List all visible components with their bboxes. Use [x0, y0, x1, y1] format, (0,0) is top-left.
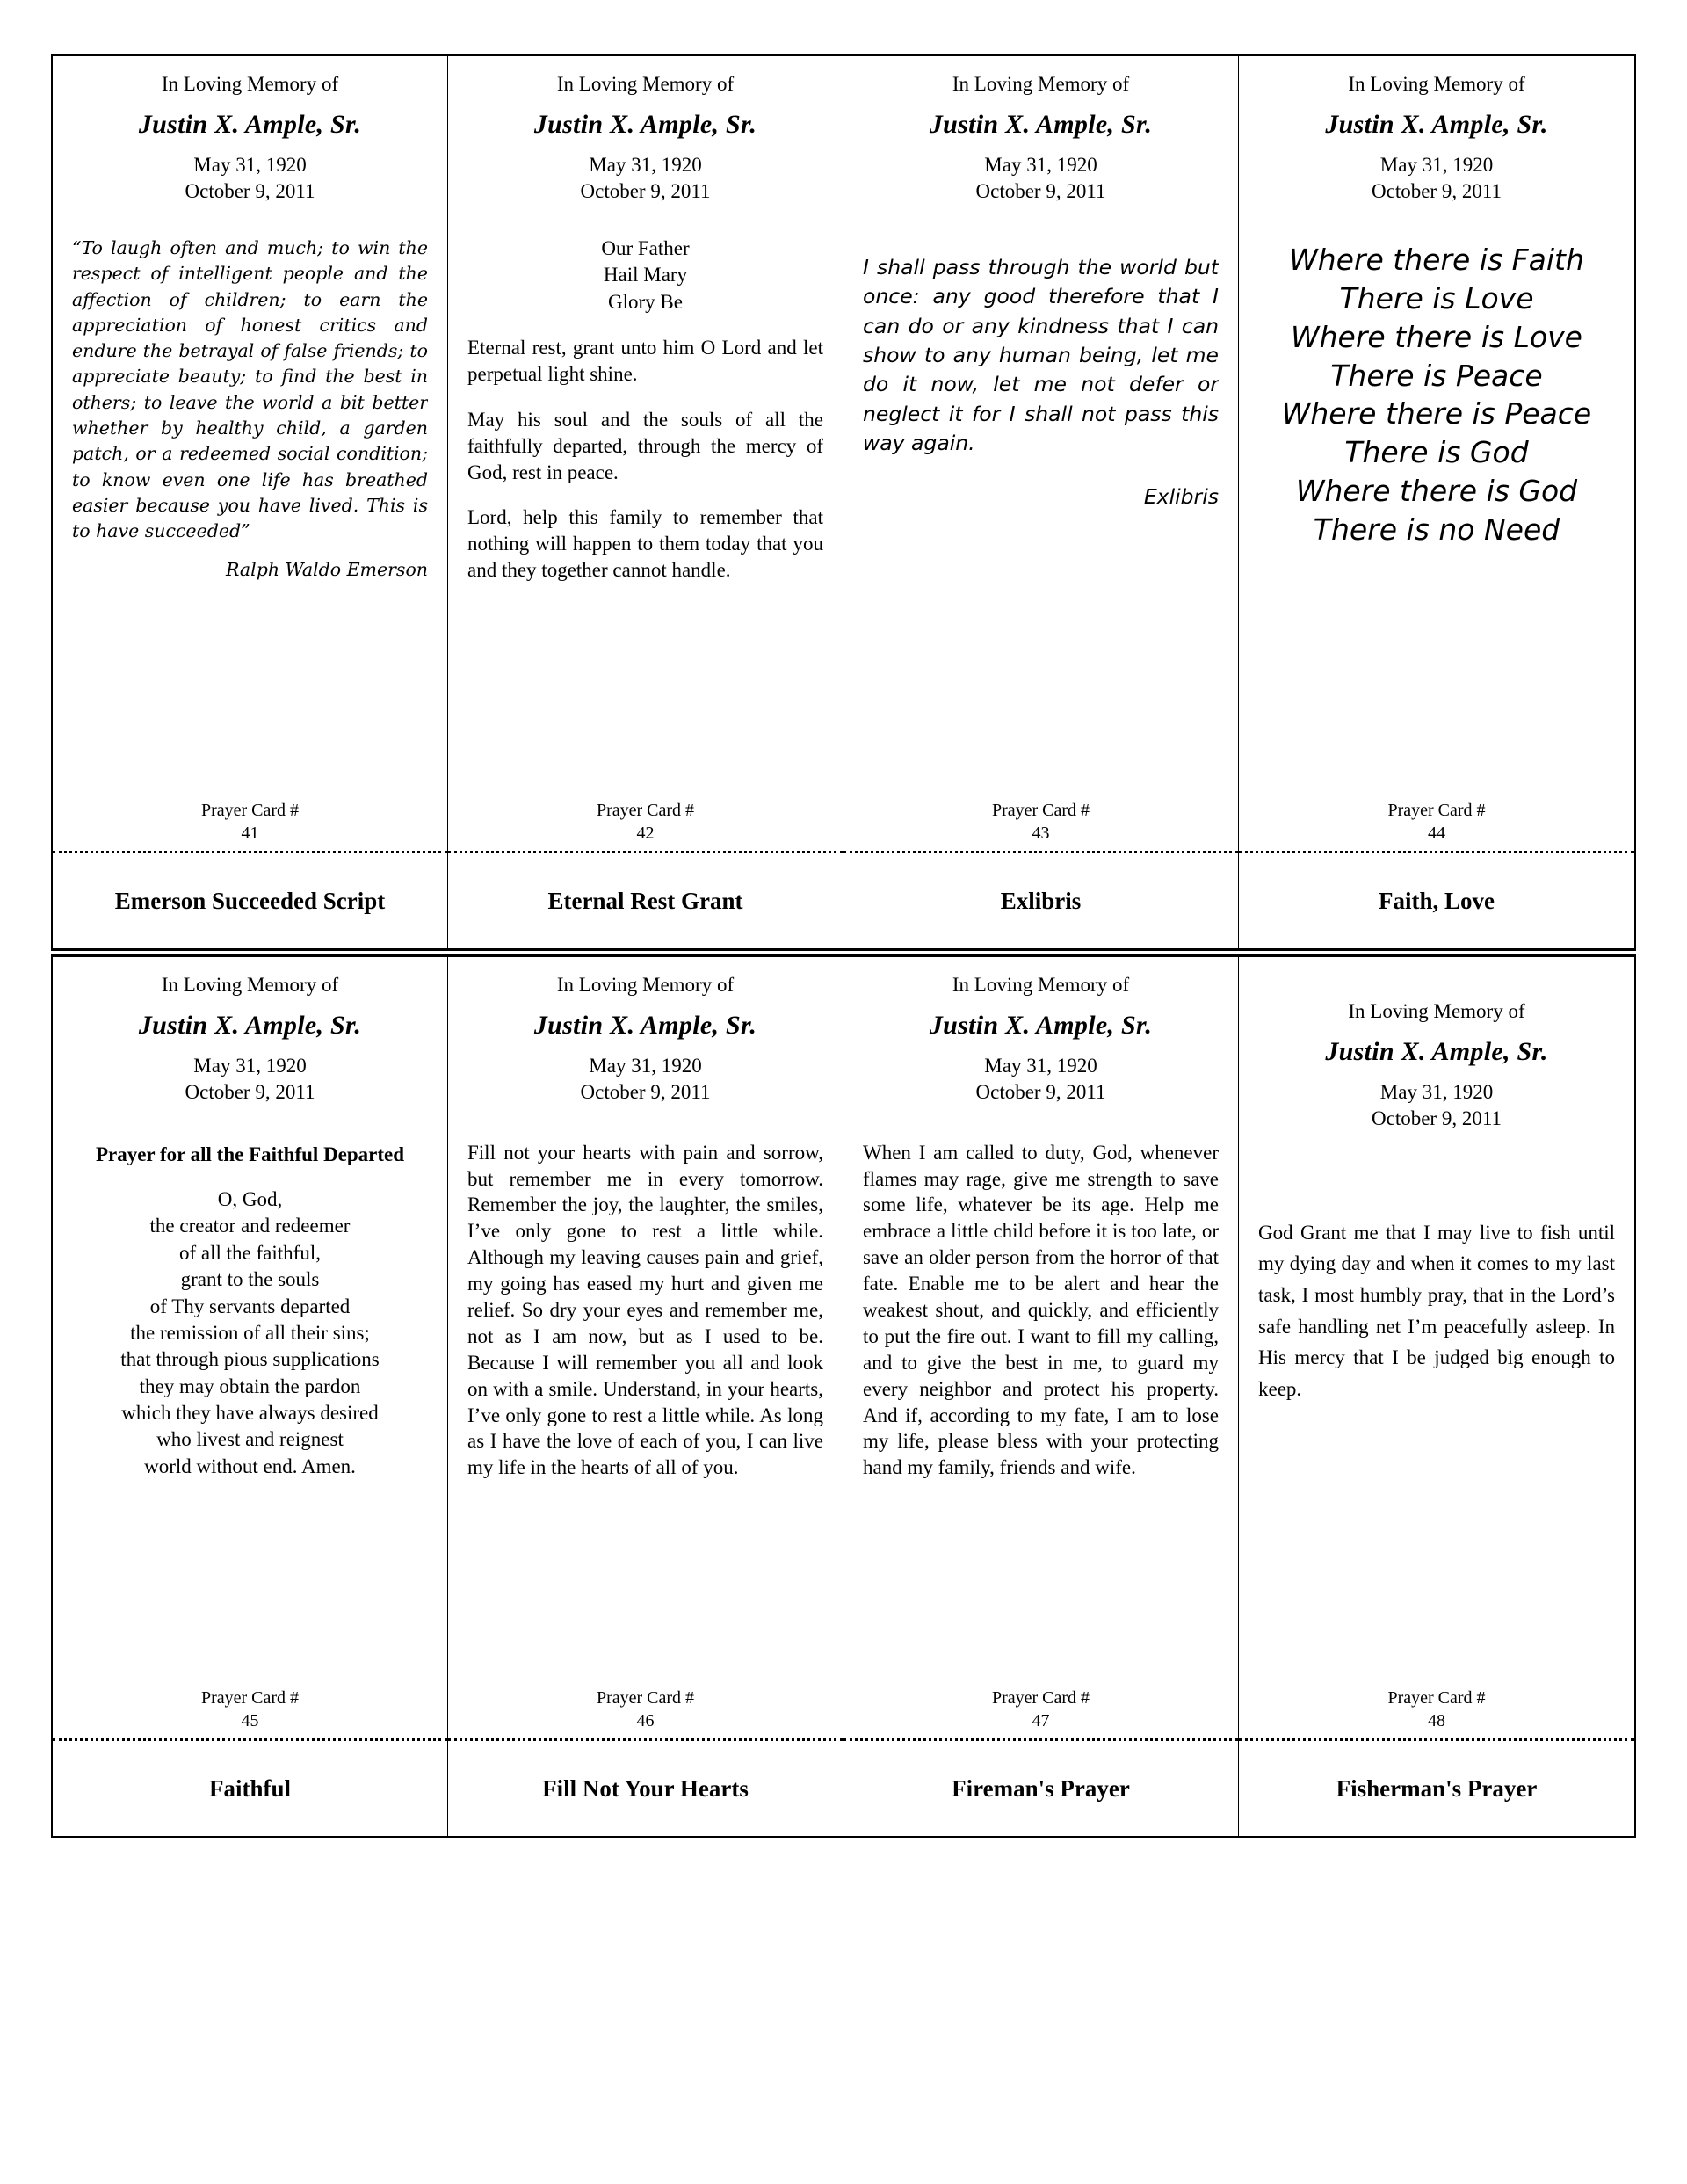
- card-number-value: 45: [241, 1711, 259, 1731]
- verse-line: the remission of all their sins;: [130, 1321, 370, 1344]
- card-number-label: Prayer Card #: [200, 801, 300, 820]
- card-number-value: 43: [1032, 824, 1050, 844]
- prayer-card-44[interactable]: [1239, 56, 1634, 948]
- life-dates: [72, 152, 428, 206]
- verse-line: O, God,: [217, 1188, 283, 1211]
- verse-line: There is no Need: [1313, 512, 1560, 548]
- card-title: Fisherman's Prayer: [1336, 1774, 1538, 1802]
- prayer-text-block: [1258, 1217, 1615, 1683]
- card-title: Eternal Rest Grant: [547, 887, 743, 914]
- in-loving-memory-label: In Loving Memory of: [952, 973, 1130, 996]
- card-number-value: 48: [1428, 1711, 1445, 1731]
- in-loving-memory-label: In Loving Memory of: [556, 73, 735, 95]
- in-loving-memory-label: In Loving Memory of: [952, 73, 1130, 95]
- card-number-value: 47: [1032, 1711, 1050, 1731]
- birth-date: May 31, 1920: [193, 153, 307, 176]
- in-loving-memory-label: In Loving Memory of: [1348, 999, 1525, 1022]
- verse-line: the creator and redeemer: [149, 1215, 351, 1237]
- prayer-text-block: [863, 1140, 1219, 1683]
- card-number-block: [53, 799, 447, 851]
- prayer-card-48[interactable]: [1239, 957, 1634, 1836]
- card-title: Faithful: [208, 1774, 291, 1802]
- card-number-block: [448, 1687, 843, 1738]
- prayer-attribution: Exlibris: [1143, 484, 1219, 510]
- prayer-text: “To laugh often and much; to win the respect of intelligent people and the affection of children; to earn the appreciation of honest critics and endure the betrayal of false friends; to appreciate beauty; to find the best in others; to leave the world a bit better whether by healthy child, a garden patch, or a redeemed social condition; to know even one life has breathed easier because you have lived. This is to have succeeded”: [72, 236, 428, 542]
- prayer-text: Fill not your hearts with pain and sorrow, but remember me in every tomorrow. Remember the joy, the laughter, the smiles, I’ve only gone to rest a little while. Although my leaving causes pain and grief, my going has eased my hurt and given me relief. So dry your eyes and remember me, not as I am now, but as I used to be. Because I will remember you all and look on with a smile. Understand, in your hearts, I’ve only gone to rest a little while. As long as I have the love of each of you, I can live my life in the hearts of all of you.: [467, 1141, 823, 1479]
- prayer-card-42[interactable]: [448, 56, 844, 948]
- prayer-text: I shall pass through the world but once: any good therefore that I can do or any kindness that I can show to any human being, let me do it now, let me not defer or neglect it for I shall not pass this way again.: [863, 254, 1219, 456]
- card-number-block: [844, 799, 1238, 851]
- death-date: October 9, 2011: [580, 1081, 711, 1104]
- verse-line: There is Love: [1339, 280, 1534, 316]
- verse-line: Where there is Love: [1291, 319, 1582, 354]
- death-date: October 9, 2011: [1372, 1107, 1502, 1130]
- prayer-text: God Grant me that I may live to fish until my dying day and when it comes to my last task, I most humbly pray, that in the Lord’s safe handling net I’m peacefully asleep. In His mercy that I be judged big enough to keep.: [1258, 1221, 1615, 1400]
- prayer-card-body: [844, 56, 1238, 799]
- prayer-card-46[interactable]: [448, 957, 844, 1836]
- prayer-card-body: [448, 56, 843, 799]
- verse-line: grant to the souls: [180, 1268, 320, 1291]
- in-loving-memory-label: In Loving Memory of: [161, 73, 339, 95]
- birth-date: May 31, 1920: [589, 1054, 702, 1077]
- verse-line: Where there is Peace: [1281, 396, 1592, 432]
- prayer-paragraphs: [467, 335, 823, 584]
- prayer-text-block: [72, 236, 428, 795]
- death-date: October 9, 2011: [975, 1081, 1106, 1104]
- birth-date: May 31, 1920: [984, 153, 1097, 176]
- sheet-row-separator: [51, 948, 1636, 957]
- life-dates: [1258, 152, 1615, 206]
- death-date: October 9, 2011: [185, 180, 315, 203]
- prayer-card-row-1: [51, 56, 1636, 948]
- life-dates: [863, 152, 1219, 206]
- prayer-text: When I am called to duty, God, whenever flames may rage, give me strength to save some life, whatever be its age. Help me embrace a little child before it is too late, or save an older person from the horror of that fate. Enable me to be alert and hear the weakest shout, and quickly, and efficiently to put the fire out. I want to fill my calling, and to give the best in me, to guard my every neighbor and protect his property. And if, according to my fate, I am to lose my life, please bless with your protecting hand my family, friends and wife.: [863, 1141, 1219, 1479]
- in-loving-memory-label: In Loving Memory of: [556, 973, 735, 996]
- deceased-name: Justin X. Ample, Sr.: [533, 109, 757, 139]
- prayer-card-45[interactable]: [53, 957, 448, 1836]
- prayer-card-body: [1239, 56, 1634, 799]
- invocation-line: Glory Be: [608, 290, 683, 313]
- prayer-card-41[interactable]: [53, 56, 448, 948]
- prayer-card-row-2: [51, 957, 1636, 1838]
- verse-line: There is Peace: [1330, 358, 1543, 393]
- card-title: Exlibris: [1000, 887, 1082, 914]
- life-dates: [1258, 1079, 1615, 1133]
- birth-date: May 31, 1920: [1379, 1080, 1494, 1103]
- prayer-paragraph: May his soul and the souls of all the faithfully departed, through the mercy of God, rest in peace.: [467, 408, 823, 483]
- card-number-block: [844, 1687, 1238, 1738]
- card-number-value: 46: [636, 1711, 655, 1731]
- card-number-label: Prayer Card #: [991, 1687, 1090, 1708]
- death-date: October 9, 2011: [185, 1081, 315, 1104]
- card-number-label: Prayer Card #: [596, 1687, 695, 1708]
- card-number-label: Prayer Card #: [1387, 801, 1486, 820]
- deceased-name: Justin X. Ample, Sr.: [929, 109, 1153, 139]
- birth-date: May 31, 1920: [1379, 153, 1494, 176]
- prayer-paragraph: Eternal rest, grant unto him O Lord and let perpetual light shine.: [467, 336, 823, 385]
- prayer-card-47[interactable]: [844, 957, 1239, 1836]
- card-number-label: Prayer Card #: [200, 1687, 300, 1708]
- verse-line: Where there is Faith: [1289, 242, 1584, 277]
- prayer-card-body: [448, 957, 843, 1687]
- life-dates: [72, 1053, 428, 1107]
- prayer-card-43[interactable]: [844, 56, 1239, 948]
- card-number-block: [1239, 1687, 1634, 1738]
- in-loving-memory-label: In Loving Memory of: [1348, 73, 1525, 95]
- prayer-invocation-list: [467, 236, 823, 316]
- verse-line: of all the faithful,: [179, 1241, 321, 1264]
- deceased-name: Justin X. Ample, Sr.: [138, 109, 362, 139]
- prayer-text-block: [863, 253, 1219, 795]
- card-number-block: [448, 799, 843, 851]
- life-dates: [467, 152, 823, 206]
- verse-line: Where there is God: [1295, 474, 1578, 509]
- card-number-label: Prayer Card #: [596, 801, 695, 820]
- verse-line: There is God: [1344, 435, 1529, 470]
- prayer-text-block: [72, 1142, 428, 1683]
- card-number-label: Prayer Card #: [1387, 1687, 1486, 1708]
- prayer-card-body: [53, 957, 447, 1687]
- card-title: Emerson Succeeded Script: [114, 887, 386, 914]
- life-dates: [863, 1053, 1219, 1107]
- prayer-text-block: [1258, 241, 1615, 795]
- prayer-text-block: [467, 236, 823, 795]
- birth-date: May 31, 1920: [589, 153, 702, 176]
- card-number-value: 42: [636, 824, 655, 844]
- in-loving-memory-label: In Loving Memory of: [161, 973, 339, 996]
- card-number-value: 44: [1428, 824, 1445, 844]
- deceased-name: Justin X. Ample, Sr.: [1325, 1036, 1548, 1066]
- card-title: Fireman's Prayer: [952, 1774, 1130, 1802]
- verse-line: which they have always desired: [121, 1402, 379, 1424]
- life-dates: [467, 1053, 823, 1107]
- card-title: Fill Not Your Hearts: [542, 1774, 749, 1802]
- verse-line: they may obtain the pardon: [139, 1375, 361, 1397]
- card-number-block: [1239, 799, 1634, 851]
- prayer-text-block: [467, 1140, 823, 1683]
- prayer-card-sheet: [51, 54, 1636, 1838]
- invocation-line: Hail Mary: [603, 264, 688, 287]
- birth-date: May 31, 1920: [984, 1054, 1097, 1077]
- prayer-attribution: Ralph Waldo Emerson: [226, 558, 428, 580]
- card-title: Faith, Love: [1379, 887, 1495, 914]
- verse-line: of Thy servants departed: [149, 1295, 351, 1317]
- deceased-name: Justin X. Ample, Sr.: [929, 1010, 1153, 1040]
- card-number-value: 41: [241, 824, 259, 844]
- prayer-card-body: [844, 957, 1238, 1687]
- verse-line: world without end. Amen.: [144, 1455, 356, 1477]
- verse-line: that through pious supplications: [120, 1348, 380, 1371]
- deceased-name: Justin X. Ample, Sr.: [1325, 109, 1548, 139]
- deceased-name: Justin X. Ample, Sr.: [138, 1010, 362, 1040]
- invocation-line: Our Father: [601, 236, 690, 259]
- death-date: October 9, 2011: [580, 180, 711, 203]
- prayer-card-body: [1239, 957, 1634, 1687]
- prayer-card-body: [53, 56, 447, 799]
- verse-line: who livest and reignest: [156, 1428, 344, 1451]
- deceased-name: Justin X. Ample, Sr.: [533, 1010, 757, 1040]
- death-date: October 9, 2011: [1372, 180, 1502, 203]
- card-number-label: Prayer Card #: [991, 801, 1090, 820]
- prayer-paragraph: Lord, help this family to remember that nothing will happen to them today that you and they together cannot handle.: [467, 506, 823, 582]
- prayer-heading: Prayer for all the Faithful Departed: [95, 1143, 405, 1165]
- birth-date: May 31, 1920: [193, 1054, 307, 1077]
- card-number-block: [53, 1687, 447, 1738]
- death-date: October 9, 2011: [975, 180, 1106, 203]
